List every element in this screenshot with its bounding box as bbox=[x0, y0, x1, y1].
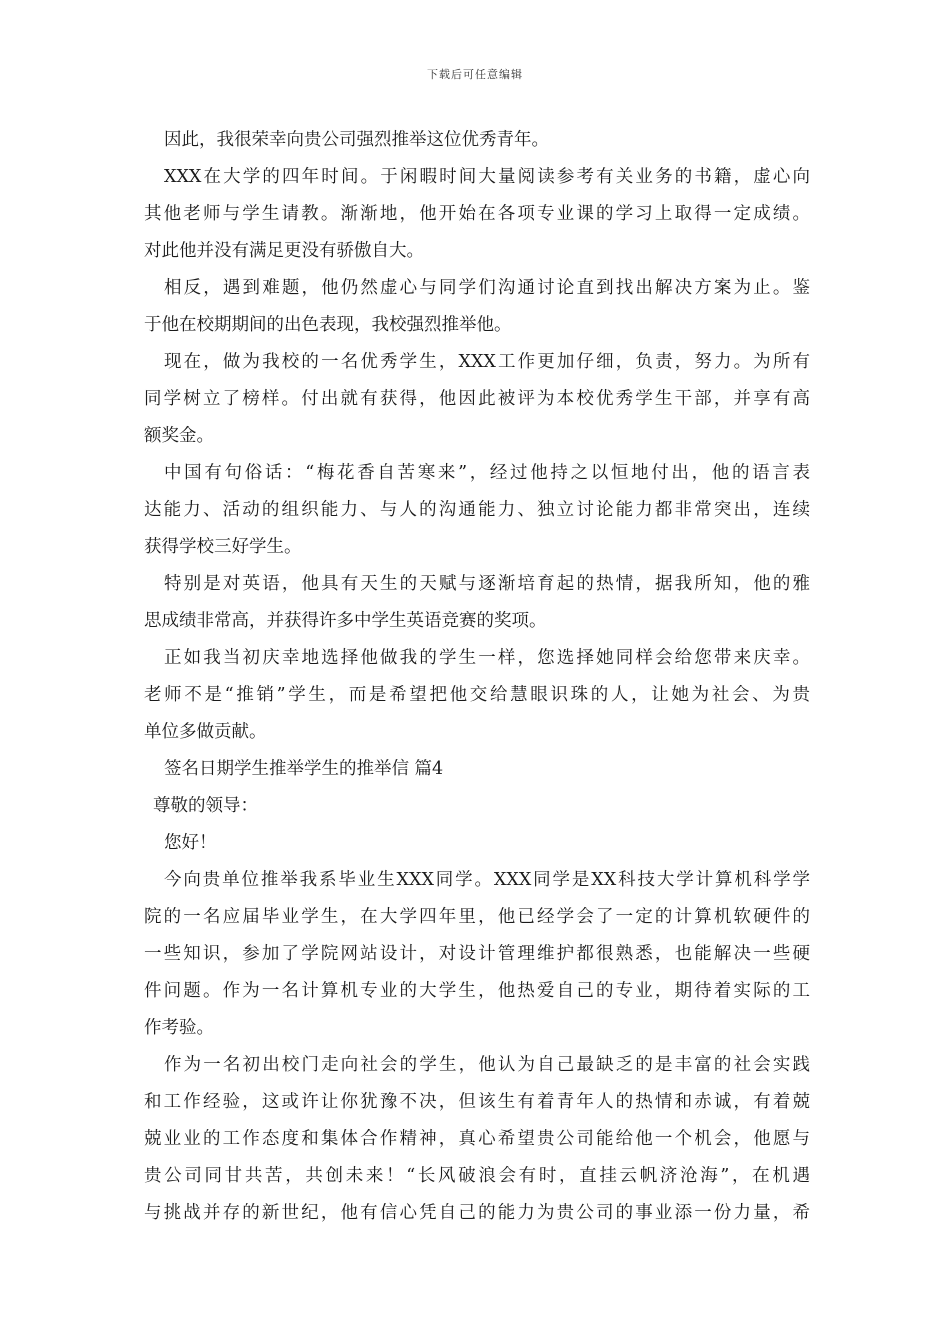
page-header-note: 下载后可任意编辑 bbox=[427, 68, 523, 81]
text-line: 作为一名初出校门走向社会的学生，他认为自己最缺乏的是丰富的社会实践 bbox=[164, 1055, 810, 1075]
text-line: 现在，做为我校的一名优秀学生，XXX工作更加仔细，负责，努力。为所有 bbox=[164, 352, 810, 372]
text-line: 签名日期学生推举学生的推举信 篇4 bbox=[164, 759, 444, 779]
text-line: 思成绩非常高，并获得许多中学生英语竞赛的奖项。 bbox=[144, 611, 547, 631]
text-line: 单位多做贡献。 bbox=[144, 722, 267, 742]
text-line: 正如我当初庆幸地选择他做我的学生一样，您选择她同样会给您带来庆幸。 bbox=[164, 648, 810, 668]
text-line: 其他老师与学生请教。渐渐地，他开始在各项专业课的学习上取得一定成绩。 bbox=[144, 204, 810, 224]
text-line: 今向贵单位推举我系毕业生XXX同学。XXX同学是XX科技大学计算机科学学 bbox=[164, 870, 810, 890]
text-line: 于他在校期期间的出色表现，我校强烈推举他。 bbox=[144, 315, 512, 335]
text-line: 与挑战并存的新世纪，他有信心凭自己的能力为贵公司的事业添一份力量，希 bbox=[144, 1203, 810, 1223]
text-line: 对此他并没有满足更没有骄傲自大。 bbox=[144, 241, 424, 261]
text-line: 同学树立了榜样。付出就有获得，他因此被评为本校优秀学生干部，并享有高 bbox=[144, 389, 810, 409]
text-line: 老师不是“推销”学生，而是希望把他交给慧眼识珠的人，让她为社会、为贵 bbox=[144, 685, 810, 705]
text-line: 达能力、活动的组织能力、与人的沟通能力、独立讨论能力都非常突出，连续 bbox=[144, 500, 810, 520]
text-line: 您好！ bbox=[164, 833, 217, 853]
text-line: 中国有句俗话：“梅花香自苦寒来”，经过他持之以恒地付出，他的语言表 bbox=[164, 463, 810, 483]
text-line: 院的一名应届毕业学生，在大学四年里，他已经学会了一定的计算机软硬件的 bbox=[144, 907, 810, 927]
text-line: 特别是对英语，他具有天生的天赋与逐渐培育起的热情，据我所知，他的雅 bbox=[164, 574, 810, 594]
text-line: 一些知识，参加了学院网站设计，对设计管理维护都很熟悉，也能解决一些硬 bbox=[144, 944, 810, 964]
text-line: 尊敬的领导： bbox=[153, 796, 258, 816]
text-line: 和工作经验，这或许让你犹豫不决，但该生有着青年人的热情和赤诚，有着兢 bbox=[144, 1092, 810, 1112]
letter-body bbox=[144, 122, 810, 1232]
text-line: 额奖金。 bbox=[144, 426, 214, 446]
text-line: 贵公司同甘共苦，共创未来！“长风破浪会有时，直挂云帆济沧海”，在机遇 bbox=[144, 1166, 810, 1186]
text-line: 因此，我很荣幸向贵公司强烈推举这位优秀青年。 bbox=[164, 130, 549, 150]
text-line: 兢业业的工作态度和集体合作精神，真心希望贵公司能给他一个机会，他愿与 bbox=[144, 1129, 810, 1149]
text-line: 件问题。作为一名计算机专业的大学生，他热爱自己的专业，期待着实际的工 bbox=[144, 981, 810, 1001]
text-line: XXX在大学的四年时间。于闲暇时间大量阅读参考有关业务的书籍，虚心向 bbox=[164, 167, 810, 187]
text-line: 获得学校三好学生。 bbox=[144, 537, 302, 557]
text-line: 作考验。 bbox=[144, 1018, 214, 1038]
text-line: 相反，遇到难题，他仍然虚心与同学们沟通讨论直到找出解决方案为止。鉴 bbox=[164, 278, 810, 298]
